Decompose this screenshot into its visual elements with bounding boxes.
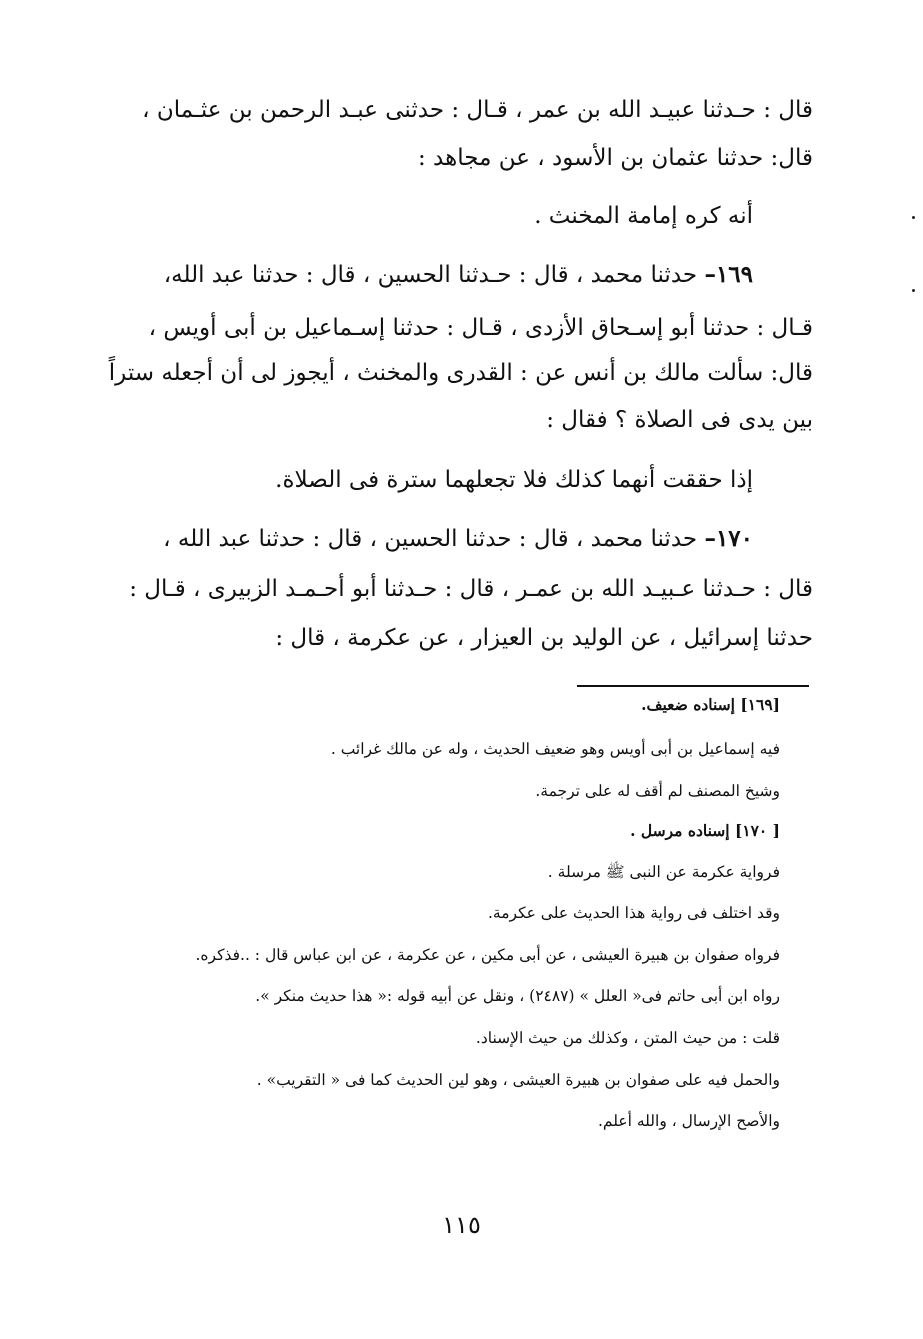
main-text-line: أنه كره إمامة المخنث . <box>534 203 753 229</box>
footnote-separator <box>577 685 809 687</box>
footnote-heading: [ ١٧٠] إسناده مرسل . <box>630 821 780 840</box>
hadith-number: ١٦٩– <box>704 261 753 288</box>
main-text-line: بين يدى فى الصلاة ؟ فقال : <box>546 407 813 433</box>
footnote-line: وشيخ المصنف لم أقف له على ترجمة. <box>535 782 780 800</box>
main-text-line: قال: حدثنا عثمان بن الأسود ، عن مجاهد : <box>417 145 813 171</box>
footnote-line: فرواية عكرمة عن النبى ﷺ مرسلة . <box>547 863 780 881</box>
footnote-line: قلت : من حيث المتن ، وكذلك من حيث الإسناد. <box>475 1029 780 1047</box>
hadith-170-line <box>163 522 753 556</box>
scan-speck <box>912 216 915 219</box>
main-text-line: قـال : حدثنا أبو إسـحاق الأزدى ، قـال : حدثنا إسـماعيل بن أبى أويس ، <box>148 315 813 341</box>
scan-speck <box>912 289 915 292</box>
footnote-heading: [١٦٩] إسناده ضعيف. <box>641 695 780 714</box>
main-text-line: حدثنا إسرائيل ، عن الوليد بن العيزار ، عن عكرمة ، قال : <box>275 625 813 651</box>
footnote-line: والحمل فيه على صفوان بن هبيرة العيشى ، وهو لين الحديث كما فى « التقريب» . <box>256 1071 780 1089</box>
footnote-line: فرواه صفوان بن هبيرة العيشى ، عن أبى مكين ، عن عكرمة ، عن ابن عباس قال : ..فذكره. <box>195 946 780 964</box>
footnote-line: وقد اختلف فى رواية هذا الحديث على عكرمة. <box>487 904 780 922</box>
footnote-line: رواه ابن أبى حاتم فى« العلل » (٢٤٨٧) ، ونقل عن أبيه قوله :« هذا حديث منكر ». <box>255 987 780 1005</box>
hadith-169-line <box>164 258 753 292</box>
hadith-text: حدثنا محمد ، قال : حـدثنا الحسين ، قال : حدثنا عبد الله، <box>163 262 705 288</box>
hadith-number: ١٧٠– <box>704 525 753 552</box>
footnote-line: فيه إسماعيل بن أبى أويس وهو ضعيف الحديث ، وله عن مالك غرائب . <box>330 740 780 758</box>
main-text-line: قال: سألت مالك بن أنس عن : القدرى والمخنث ، أيجوز لى أن أجعله ستراً <box>108 360 813 386</box>
main-text-line: قال : حـدثنا عبيـد الله بن عمر ، قـال : حدثنى عبـد الرحمن بن عثـمان ، <box>142 97 813 123</box>
main-text-line: إذا حققت أنهما كذلك فلا تجعلهما سترة فى الصلاة. <box>275 467 753 493</box>
hadith-text: حدثنا محمد ، قال : حدثنا الحسين ، قال : حدثنا عبد الله ، <box>163 526 705 552</box>
footnote-line: والأصح الإرسال ، والله أعلم. <box>598 1112 780 1130</box>
main-text-line: قال : حـدثنا عـبيـد الله بن عمـر ، قال : حـدثنا أبو أحـمـد الزبيرى ، قـال : <box>129 576 813 602</box>
page-number: ١١٥ <box>442 1211 481 1239</box>
